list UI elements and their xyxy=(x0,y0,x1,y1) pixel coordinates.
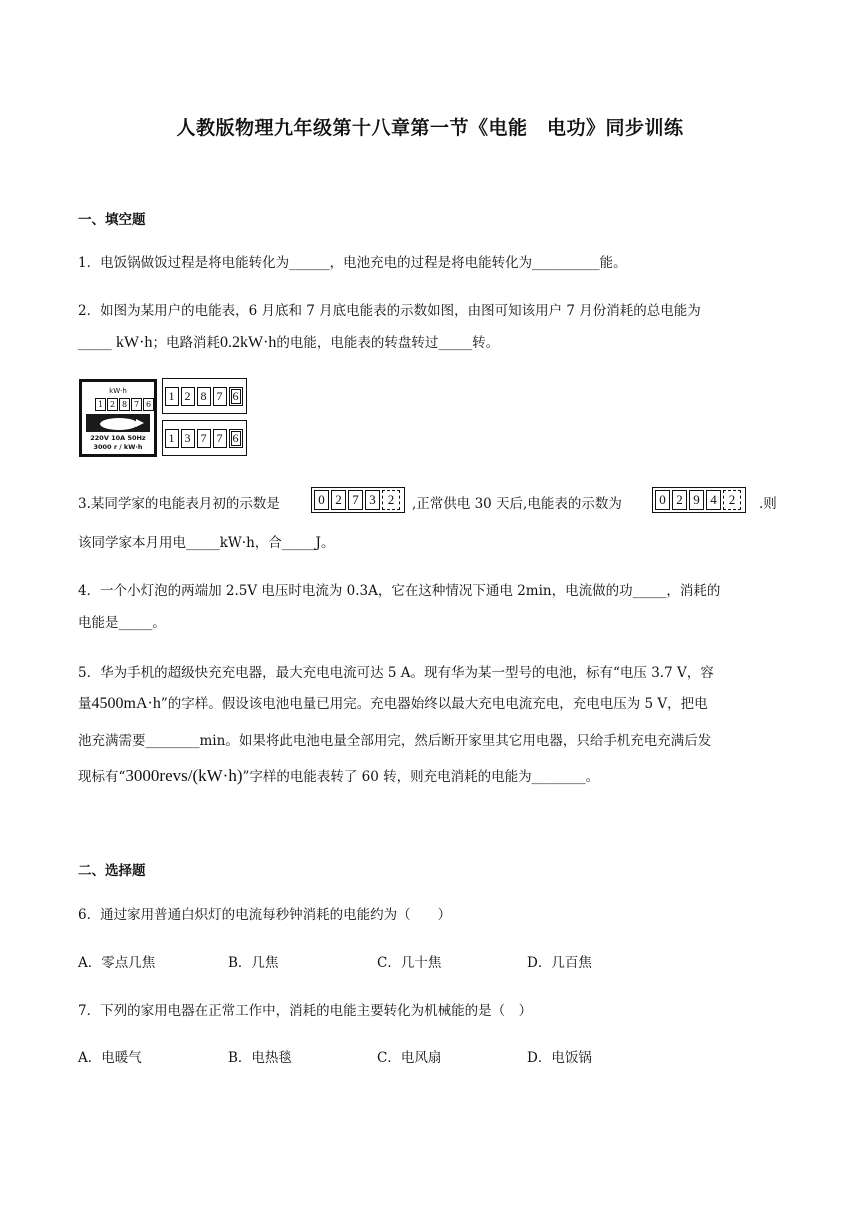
q3-reading-end xyxy=(652,487,746,513)
q6-option-c: C．几十焦 xyxy=(377,955,442,971)
q7-option-b: B．电热毯 xyxy=(228,1050,292,1066)
section-fill-blank-heading: 一、填空题 xyxy=(78,212,146,228)
question-5-line-4 xyxy=(78,765,599,786)
question-4-line-1: 4．一个小灯泡的两端加 2.5V 电压时电流为 0.3A，它在这种情况下通电 2min，电流做的功_____，消耗的 xyxy=(78,583,721,599)
reading-digit: 7 xyxy=(348,490,363,510)
q7-option-c: C．电风扇 xyxy=(377,1050,442,1066)
meter-digits xyxy=(95,398,155,411)
q2-text-b: ；电路消耗 xyxy=(152,335,220,351)
reading-digit: 7 xyxy=(197,429,211,448)
question-3-text-c: .则 xyxy=(759,496,777,512)
question-4-line-2: 电能是_____。 xyxy=(78,615,166,631)
q5-text-a: 量 xyxy=(78,696,92,712)
page-title: 人教版物理九年级第十八章第一节《电能 电功》同步训练 xyxy=(176,117,684,139)
question-1: 1．电饭锅做饭过程是将电能转化为______，电池充电的过程是将电能转化为__________能。 xyxy=(78,255,627,271)
reading-digit-decimal: 2 xyxy=(723,490,741,510)
electric-meter-figure xyxy=(79,379,157,457)
q7-option-a: A．电暖气 xyxy=(78,1050,142,1066)
meter-digit: 6 xyxy=(143,398,154,411)
question-5-line-2 xyxy=(78,692,708,713)
meter-digit: 1 xyxy=(95,398,106,411)
reading-digit: 2 xyxy=(331,490,346,510)
reading-digit: 2 xyxy=(672,490,687,510)
question-3-line-2: 该同学家本月用电_____kW·h，合_____J。 xyxy=(78,535,335,551)
meter-reading-june xyxy=(162,378,247,414)
reading-digit-decimal: 2 xyxy=(382,490,400,510)
reading-digit: 2 xyxy=(181,387,195,406)
reading-digit: 1 xyxy=(165,429,179,448)
question-2-line-1: 2．如图为某用户的电能表，6 月底和 7 月底电能表的示数如图，由图可知该用户 7 月份消耗的总电能为 xyxy=(78,303,701,319)
q6-option-b: B．几焦 xyxy=(228,955,279,971)
meter-unit-label: kW·h xyxy=(109,387,127,395)
meter-disc-band xyxy=(86,414,150,432)
question-3-text-b: ,正常供电 30 天后,电能表的示数为 xyxy=(412,496,622,512)
q5-math-constant: 3000revs/(kW·h) xyxy=(125,766,243,785)
meter-digit: 2 xyxy=(107,398,118,411)
q5-math-capacity: 4500mA·h xyxy=(91,695,161,712)
meter-spec-rating: 220V 10A 50Hz xyxy=(90,434,146,442)
question-5-line-1: 5．华为手机的超级快充充电器，最大充电电流可达 5 A。现有华为某一型号的电池，标有“电压 3.7 V，容 xyxy=(78,665,714,681)
reading-digit: 3 xyxy=(365,490,380,510)
reading-digit: 3 xyxy=(181,429,195,448)
reading-digit: 7 xyxy=(213,429,227,448)
question-3-text-a: 3.某同学家的电能表月初的示数是 xyxy=(78,496,280,512)
q6-option-d: D．几百焦 xyxy=(527,955,592,971)
q5-text-c: 现标有“ xyxy=(78,769,126,785)
meter-spec-constant: 3000 r / kW·h xyxy=(93,443,143,451)
reading-digit: 9 xyxy=(689,490,704,510)
meter-reading-july xyxy=(162,420,247,456)
meter-disc-icon xyxy=(100,418,138,430)
q2-blank: _____ xyxy=(78,335,112,351)
reading-digit: 8 xyxy=(197,387,211,406)
meter-digit: 7 xyxy=(131,398,142,411)
question-5-line-3: 池充满需要________min。如果将此电池电量全部用完，然后断开家里其它用电器，只给手机充电充满后发 xyxy=(78,733,712,749)
arrow-right-icon xyxy=(136,419,144,427)
reading-digit-decimal: 6 xyxy=(229,387,243,406)
question-7: 7．下列的家用电器在正常工作中，消耗的电能主要转化为机械能的是（ ） xyxy=(78,1003,533,1019)
reading-digit: 0 xyxy=(314,490,329,510)
q6-option-a: A．零点几焦 xyxy=(78,955,156,971)
section-choice-heading: 二、选择题 xyxy=(78,863,146,879)
reading-digit-decimal: 6 xyxy=(229,429,243,448)
q5-text-b: ”的字样。假设该电池电量已用完。充电器始终以最大充电电流充电，充电电压为 5 V，把电 xyxy=(160,696,708,712)
q2-unit: kW·h xyxy=(116,334,153,351)
meter-digit: 8 xyxy=(119,398,130,411)
reading-digit: 4 xyxy=(706,490,721,510)
q7-option-d: D．电饭锅 xyxy=(527,1050,592,1066)
q2-math: 0.2kW·h xyxy=(219,334,277,351)
reading-digit: 7 xyxy=(213,387,227,406)
q3-reading-start xyxy=(311,487,405,513)
reading-digit: 1 xyxy=(165,387,179,406)
question-2-line-2 xyxy=(78,331,499,352)
reading-digit: 0 xyxy=(655,490,670,510)
q2-text-c: 的电能，电能表的转盘转过_____转。 xyxy=(276,335,500,351)
question-6: 6．通过家用普通白炽灯的电流每秒钟消耗的电能约为（ ） xyxy=(78,907,452,923)
q5-text-d: ”字样的电能表转了 60 转，则充电消耗的电能为________。 xyxy=(242,769,600,785)
